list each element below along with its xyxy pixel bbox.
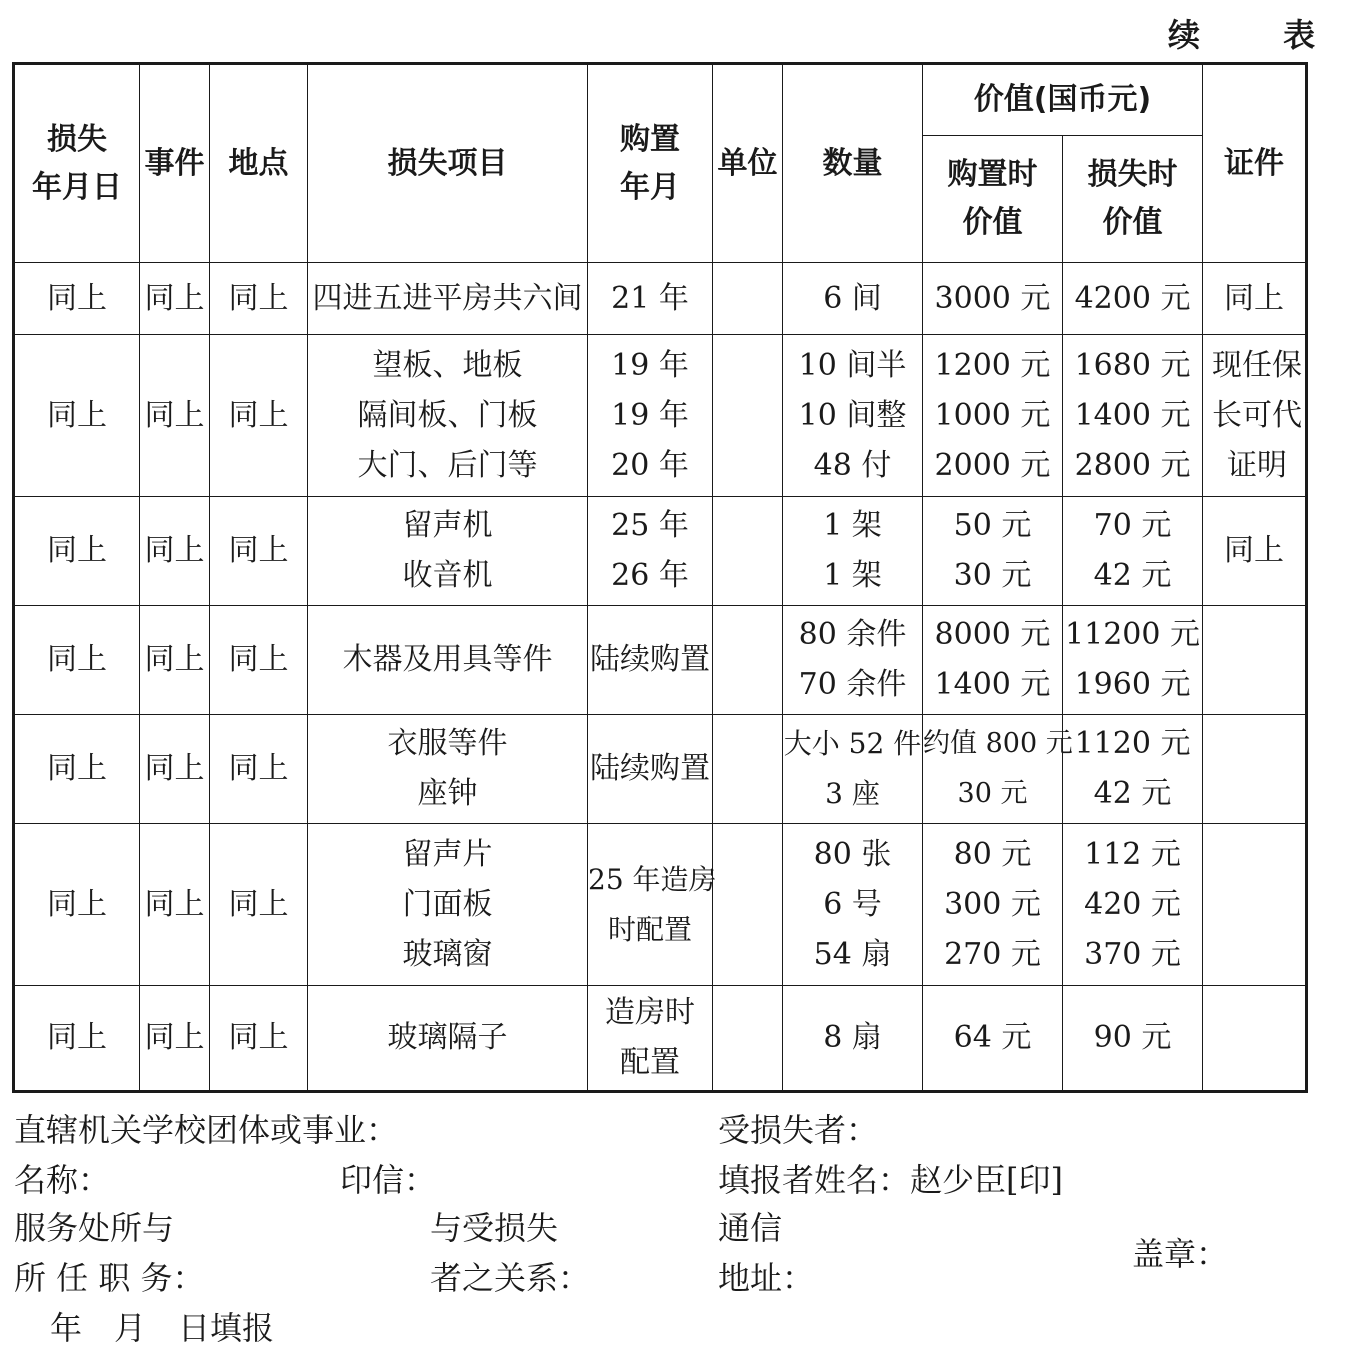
report-date-label: 年 月 日填报	[50, 1309, 275, 1347]
header-value-group: 价值(国币元)	[923, 64, 1203, 136]
continued-table-label: 续 表	[1168, 16, 1351, 54]
cell-unit	[713, 335, 783, 497]
cell-purchase: 21 年	[588, 263, 713, 335]
cell-certificate: 同上	[1203, 497, 1307, 606]
cell-items: 四进五进平房共六间	[308, 263, 588, 335]
cell-items: 留声机 收音机	[308, 497, 588, 606]
cell-value-loss: 11200 元 1960 元	[1063, 606, 1203, 715]
cell-certificate	[1203, 824, 1307, 986]
cell-purchase: 25 年 26 年	[588, 497, 713, 606]
cell-unit	[713, 263, 783, 335]
cell-event: 同上	[140, 986, 210, 1092]
cell-certificate: 同上	[1203, 263, 1307, 335]
header-event: 事件	[140, 64, 210, 263]
name-label: 名称：	[14, 1161, 111, 1199]
cell-quantity: 10 间半 10 间整 48 付	[783, 335, 923, 497]
cell-date: 同上	[14, 335, 140, 497]
cell-value-purchase: 1200 元 1000 元 2000 元	[923, 335, 1063, 497]
victim-label: 受损失者：	[718, 1111, 879, 1149]
cell-quantity: 6 间	[783, 263, 923, 335]
cell-quantity: 80 张 6 号 54 扇	[783, 824, 923, 986]
position-label: 所 任 职 务：	[14, 1259, 205, 1297]
table-row	[14, 263, 1307, 335]
cell-event: 同上	[140, 497, 210, 606]
table-row	[14, 335, 1307, 497]
table-row	[14, 497, 1307, 606]
cell-event: 同上	[140, 715, 210, 824]
header-place: 地点	[210, 64, 308, 263]
cell-unit	[713, 986, 783, 1092]
service-label: 服务处所与	[14, 1209, 175, 1247]
cell-event: 同上	[140, 606, 210, 715]
cell-value-purchase: 8000 元 1400 元	[923, 606, 1063, 715]
cell-date: 同上	[14, 497, 140, 606]
cell-purchase: 19 年 19 年 20 年	[588, 335, 713, 497]
cell-value-purchase: 约值 800 元 30 元	[923, 715, 1063, 824]
cell-date: 同上	[14, 824, 140, 986]
header-loss-date: 损失 年月日	[14, 64, 140, 263]
cell-unit	[713, 715, 783, 824]
cell-date: 同上	[14, 263, 140, 335]
header-unit: 单位	[713, 64, 783, 263]
cell-purchase: 25 年造房 时配置	[588, 824, 713, 986]
header-certificate: 证件	[1203, 64, 1307, 263]
cell-quantity: 1 架 1 架	[783, 497, 923, 606]
cell-value-loss: 4200 元	[1063, 263, 1203, 335]
cell-date: 同上	[14, 715, 140, 824]
relation-label-2: 者之关系：	[430, 1259, 591, 1297]
cell-value-purchase: 64 元	[923, 986, 1063, 1092]
cell-date: 同上	[14, 606, 140, 715]
cell-value-purchase: 80 元 300 元 270 元	[923, 824, 1063, 986]
cell-event: 同上	[140, 335, 210, 497]
header-value-at-purchase: 购置时 价值	[923, 136, 1063, 263]
cell-place: 同上	[210, 824, 308, 986]
cell-value-loss: 1680 元 1400 元 2800 元	[1063, 335, 1203, 497]
cell-value-loss: 70 元 42 元	[1063, 497, 1203, 606]
table-row	[14, 824, 1307, 986]
cell-place: 同上	[210, 986, 308, 1092]
cell-event: 同上	[140, 263, 210, 335]
cell-items: 留声片 门面板 玻璃窗	[308, 824, 588, 986]
cell-quantity: 8 扇	[783, 986, 923, 1092]
cell-purchase: 造房时 配置	[588, 986, 713, 1092]
cell-items: 玻璃隔子	[308, 986, 588, 1092]
header-loss-item: 损失项目	[308, 64, 588, 263]
cell-certificate: 现任保 长可代 证明	[1203, 335, 1307, 497]
cell-value-loss: 112 元 420 元 370 元	[1063, 824, 1203, 986]
header-purchase-date: 购置 年月	[588, 64, 713, 263]
cell-quantity: 80 余件 70 余件	[783, 606, 923, 715]
header-quantity: 数量	[783, 64, 923, 263]
reporter-label: 填报者姓名：	[718, 1161, 911, 1199]
cell-purchase: 陆续购置	[588, 606, 713, 715]
reporter-field	[718, 1160, 1063, 1200]
cell-place: 同上	[210, 497, 308, 606]
cell-value-purchase: 3000 元	[923, 263, 1063, 335]
cell-event: 同上	[140, 824, 210, 986]
address-label: 地址：	[718, 1259, 815, 1297]
stamp-label: 盖章：	[1132, 1235, 1229, 1273]
cell-value-purchase: 50 元 30 元	[923, 497, 1063, 606]
cell-items: 望板、地板 隔间板、门板 大门、后门等	[308, 335, 588, 497]
cell-items: 木器及用具等件	[308, 606, 588, 715]
cell-certificate	[1203, 715, 1307, 824]
org-label: 直辖机关学校团体或事业：	[14, 1111, 399, 1149]
cell-quantity: 大小 52 件 3 座	[783, 715, 923, 824]
cell-place: 同上	[210, 715, 308, 824]
cell-unit	[713, 824, 783, 986]
table-row	[14, 606, 1307, 715]
cell-place: 同上	[210, 606, 308, 715]
cell-unit	[713, 606, 783, 715]
table-row	[14, 986, 1307, 1092]
cell-value-loss: 90 元	[1063, 986, 1203, 1092]
header-value-at-loss: 损失时 价值	[1063, 136, 1203, 263]
cell-place: 同上	[210, 263, 308, 335]
cell-certificate	[1203, 606, 1307, 715]
loss-report-table	[12, 62, 1308, 1093]
comm-label: 通信	[718, 1209, 783, 1247]
cell-date: 同上	[14, 986, 140, 1092]
cell-certificate	[1203, 986, 1307, 1092]
cell-value-loss: 1120 元 42 元	[1063, 715, 1203, 824]
cell-unit	[713, 497, 783, 606]
cell-purchase: 陆续购置	[588, 715, 713, 824]
reporter-name: 赵少臣[印]	[910, 1161, 1063, 1199]
cell-place: 同上	[210, 335, 308, 497]
cell-items: 衣服等件 座钟	[308, 715, 588, 824]
table-row	[14, 715, 1307, 824]
relation-label-1: 与受损失	[430, 1209, 559, 1247]
seal-label: 印信：	[340, 1161, 437, 1199]
